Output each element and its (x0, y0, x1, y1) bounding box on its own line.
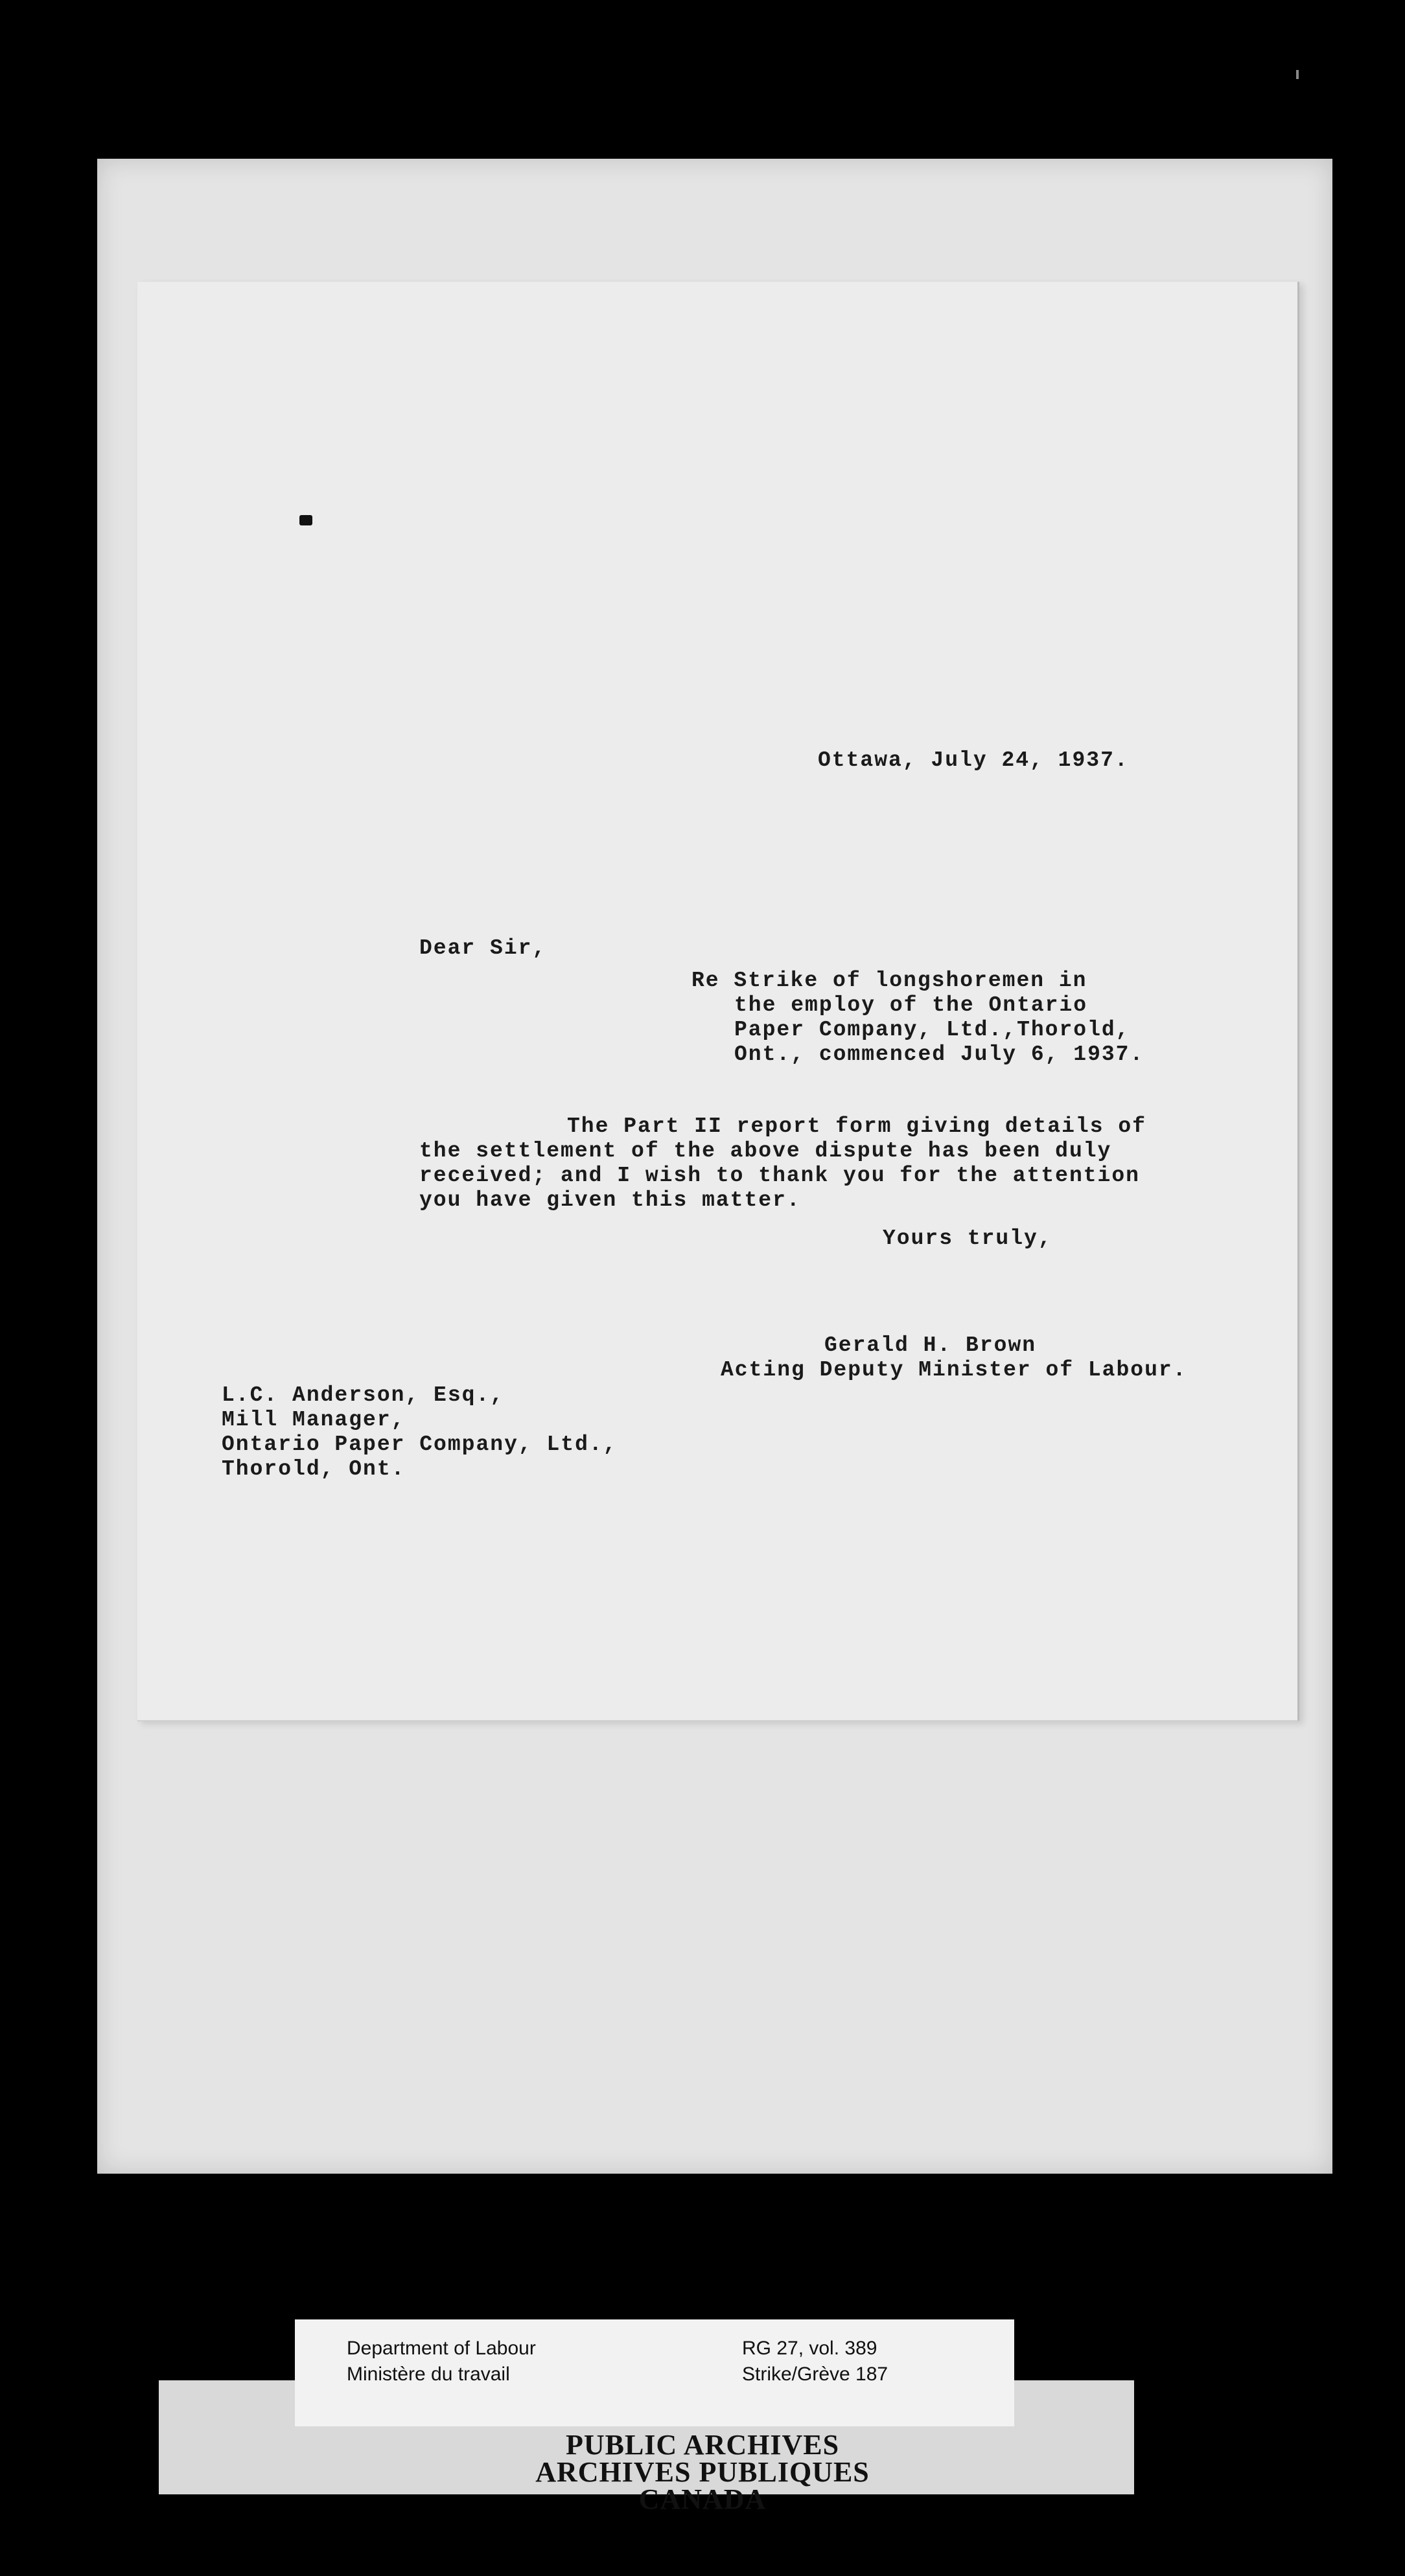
department-fr: Ministère du travail (347, 2363, 510, 2385)
letter-salutation: Dear Sir, (419, 936, 547, 960)
subject-block (691, 969, 1144, 1067)
body-line: received; and I wish to thank you for the attention (419, 1164, 1140, 1188)
archives-stamp-country: CANADA (638, 2483, 767, 2515)
archives-stamp-fr: ARCHIVES PUBLIQUES (535, 2456, 870, 2488)
record-volume: RG 27, vol. 389 (742, 2338, 877, 2359)
subject-line: Paper Company, Ltd.,Thorold, (734, 1018, 1130, 1042)
letter-closing: Yours truly, (883, 1226, 1052, 1250)
body-line: you have given this matter. (419, 1188, 801, 1212)
subject-line: the employ of the Ontario (734, 993, 1088, 1017)
body-line: The Part II report form giving details of (567, 1114, 1146, 1138)
archives-stamp-en: PUBLIC ARCHIVES (565, 2429, 840, 2461)
film-mark (1296, 70, 1299, 79)
letter-date: Ottawa, July 24, 1937. (818, 748, 1129, 772)
mount-board (97, 159, 1332, 2174)
addressee-line: L.C. Anderson, Esq., (222, 1383, 505, 1407)
addressee-block (222, 1383, 618, 1482)
addressee-line: Mill Manager, (222, 1408, 406, 1432)
strike-number: Strike/Grève 187 (742, 2363, 888, 2385)
punch-hole (299, 515, 312, 525)
body-line: the settlement of the above dispute has been duly (419, 1139, 1112, 1163)
signature-block (721, 1333, 1187, 1383)
letter-sheet (137, 282, 1299, 1721)
archive-reference-card (295, 2319, 1014, 2426)
addressee-line: Ontario Paper Company, Ltd., (222, 1432, 618, 1456)
department-en: Department of Labour (347, 2338, 536, 2359)
signature-title: Acting Deputy Minister of Labour. (721, 1358, 1187, 1382)
subject-line: Re Strike of longshoremen in (691, 969, 1087, 993)
signature-name: Gerald H. Brown (824, 1333, 1037, 1357)
addressee-line: Thorold, Ont. (222, 1457, 406, 1481)
subject-line: Ont., commenced July 6, 1937. (734, 1042, 1144, 1066)
letter-body (419, 1114, 1146, 1213)
